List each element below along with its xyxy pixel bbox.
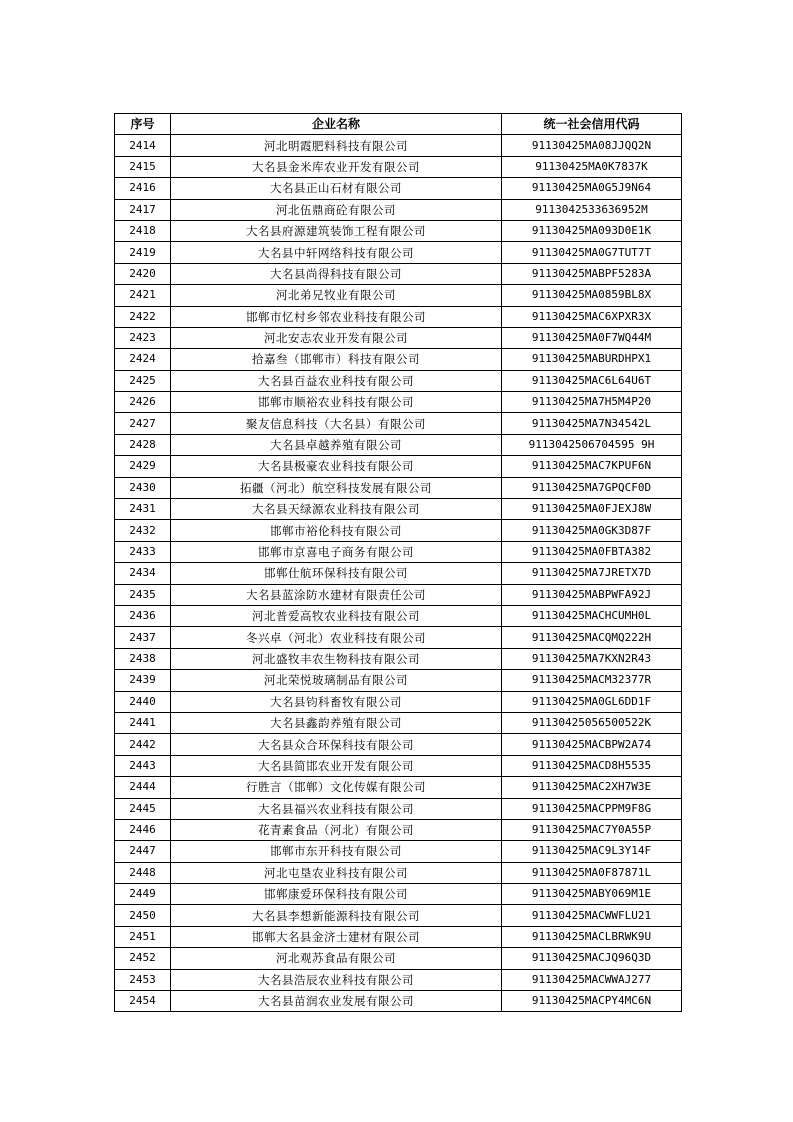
- row-credit-code: 91130425MA7GPQCF0D: [502, 477, 682, 498]
- table-row: [115, 285, 682, 306]
- row-credit-code: 91130425MABPF5283A: [502, 263, 682, 284]
- row-seq: 2452: [115, 948, 171, 969]
- row-credit-code: 91130425MACWWAJ277: [502, 969, 682, 990]
- row-seq: 2443: [115, 755, 171, 776]
- table-row: [115, 563, 682, 584]
- row-seq: 2432: [115, 520, 171, 541]
- row-credit-code: 91130425MACBPW2A74: [502, 734, 682, 755]
- row-credit-code: 91130425MA0G7TUT7T: [502, 242, 682, 263]
- row-seq: 2420: [115, 263, 171, 284]
- row-credit-code: 91130425MABURDHPX1: [502, 349, 682, 370]
- row-seq: 2427: [115, 413, 171, 434]
- table-row: [115, 691, 682, 712]
- row-company-name: 大名县府源建筑装饰工程有限公司: [171, 220, 502, 241]
- row-credit-code: 91130425MA7H5M4P20: [502, 392, 682, 413]
- row-company-name: 大名县钧科畜牧有限公司: [171, 691, 502, 712]
- table-row: [115, 605, 682, 626]
- table-row: [115, 627, 682, 648]
- row-seq: 2437: [115, 627, 171, 648]
- row-company-name: 邯郸大名县金济士建材有限公司: [171, 926, 502, 947]
- row-seq: 2434: [115, 563, 171, 584]
- table-row: [115, 798, 682, 819]
- row-credit-code: 91130425MA7N34542L: [502, 413, 682, 434]
- row-company-name: 大名县鑫韵养殖有限公司: [171, 712, 502, 733]
- row-company-name: 拓疆（河北）航空科技发展有限公司: [171, 477, 502, 498]
- row-credit-code: 91130425MA0G5J9N64: [502, 178, 682, 199]
- table-row: [115, 178, 682, 199]
- row-company-name: 大名县极豪农业科技有限公司: [171, 456, 502, 477]
- row-company-name: 邯郸市裕伦科技有限公司: [171, 520, 502, 541]
- row-seq: 2419: [115, 242, 171, 263]
- table-row: [115, 862, 682, 883]
- row-credit-code: 91130425MACPPM9F8G: [502, 798, 682, 819]
- row-seq: 2422: [115, 306, 171, 327]
- row-credit-code: 91130425MAC6XPXR3X: [502, 306, 682, 327]
- row-credit-code: 91130425MA0GL6DD1F: [502, 691, 682, 712]
- row-seq: 2431: [115, 499, 171, 520]
- row-company-name: 邯郸市忆村乡邻农业科技有限公司: [171, 306, 502, 327]
- row-seq: 2415: [115, 156, 171, 177]
- header-name: 企业名称: [171, 114, 502, 135]
- row-company-name: 河北伍鼎商砼有限公司: [171, 199, 502, 220]
- row-company-name: 邯郸仕航环保科技有限公司: [171, 563, 502, 584]
- row-company-name: 冬兴卓（河北）农业科技有限公司: [171, 627, 502, 648]
- row-credit-code: 9113042506704595 9H: [502, 434, 682, 455]
- row-company-name: 大名县蓝涂防水建材有限责任公司: [171, 584, 502, 605]
- table-row: [115, 584, 682, 605]
- table-row: [115, 648, 682, 669]
- row-seq: 2445: [115, 798, 171, 819]
- row-seq: 2435: [115, 584, 171, 605]
- row-seq: 2417: [115, 199, 171, 220]
- row-seq: 2416: [115, 178, 171, 199]
- table-row: [115, 456, 682, 477]
- table-row: [115, 349, 682, 370]
- row-credit-code: 91130425MA0GK3D87F: [502, 520, 682, 541]
- row-credit-code: 91130425MACQMQ222H: [502, 627, 682, 648]
- row-seq: 2447: [115, 841, 171, 862]
- row-company-name: 大名县简邯农业开发有限公司: [171, 755, 502, 776]
- row-company-name: 大名县众合环保科技有限公司: [171, 734, 502, 755]
- row-credit-code: 91130425MA0F87871L: [502, 862, 682, 883]
- table-row: [115, 199, 682, 220]
- table-row: [115, 242, 682, 263]
- table-row: [115, 905, 682, 926]
- table-row: [115, 263, 682, 284]
- row-company-name: 大名县尚得科技有限公司: [171, 263, 502, 284]
- row-company-name: 河北盛牧丰农生物科技有限公司: [171, 648, 502, 669]
- row-credit-code: 91130425MAC7KPUF6N: [502, 456, 682, 477]
- table-body: [115, 135, 682, 1012]
- row-credit-code: 91130425MAC9L3Y14F: [502, 841, 682, 862]
- table-row: [115, 541, 682, 562]
- row-company-name: 聚友信息科技（大名县）有限公司: [171, 413, 502, 434]
- row-company-name: 大名县福兴农业科技有限公司: [171, 798, 502, 819]
- row-company-name: 河北安志农业开发有限公司: [171, 327, 502, 348]
- row-credit-code: 91130425MA0859BL8X: [502, 285, 682, 306]
- row-credit-code: 91130425MA0FBTA382: [502, 541, 682, 562]
- row-company-name: 邯郸康爱环保科技有限公司: [171, 884, 502, 905]
- row-company-name: 邯郸市东开科技有限公司: [171, 841, 502, 862]
- row-credit-code: 91130425MAC2XH7W3E: [502, 777, 682, 798]
- row-company-name: 大名县百益农业科技有限公司: [171, 370, 502, 391]
- row-seq: 2441: [115, 712, 171, 733]
- row-company-name: 大名县正山石材有限公司: [171, 178, 502, 199]
- table-row: [115, 499, 682, 520]
- row-seq: 2439: [115, 670, 171, 691]
- table-header-row: [115, 114, 682, 135]
- row-company-name: 河北观苏食品有限公司: [171, 948, 502, 969]
- row-company-name: 邯郸市京喜电子商务有限公司: [171, 541, 502, 562]
- table-row: [115, 413, 682, 434]
- row-credit-code: 91130425MA0F7WQ44M: [502, 327, 682, 348]
- row-seq: 2425: [115, 370, 171, 391]
- table-row: [115, 969, 682, 990]
- row-seq: 2414: [115, 135, 171, 156]
- row-seq: 2454: [115, 991, 171, 1012]
- table-row: [115, 670, 682, 691]
- table-row: [115, 156, 682, 177]
- table-row: [115, 477, 682, 498]
- row-credit-code: 91130425MACLBRWK9U: [502, 926, 682, 947]
- row-seq: 2421: [115, 285, 171, 306]
- row-company-name: 大名县浩辰农业科技有限公司: [171, 969, 502, 990]
- row-seq: 2440: [115, 691, 171, 712]
- row-credit-code: 91130425MACHCUMH0L: [502, 605, 682, 626]
- row-company-name: 邯郸市顺裕农业科技有限公司: [171, 392, 502, 413]
- row-credit-code: 9113042533636952M: [502, 199, 682, 220]
- row-credit-code: 91130425MACM32377R: [502, 670, 682, 691]
- row-company-name: 拾嘉叁（邯郸市）科技有限公司: [171, 349, 502, 370]
- row-credit-code: 91130425MABPWFA92J: [502, 584, 682, 605]
- row-credit-code: 91130425MA093D0E1K: [502, 220, 682, 241]
- row-credit-code: 91130425MAC7Y0A55P: [502, 819, 682, 840]
- row-company-name: 河北明霞肥料科技有限公司: [171, 135, 502, 156]
- row-credit-code: 91130425MACWWFLU21: [502, 905, 682, 926]
- row-company-name: 河北荣悦玻璃制品有限公司: [171, 670, 502, 691]
- table-row: [115, 135, 682, 156]
- row-company-name: 河北弟兄牧业有限公司: [171, 285, 502, 306]
- row-seq: 2450: [115, 905, 171, 926]
- row-seq: 2438: [115, 648, 171, 669]
- row-credit-code: 91130425MA0K7837K: [502, 156, 682, 177]
- row-seq: 2418: [115, 220, 171, 241]
- row-seq: 2449: [115, 884, 171, 905]
- row-company-name: 河北普爱高牧农业科技有限公司: [171, 605, 502, 626]
- row-seq: 2429: [115, 456, 171, 477]
- table-row: [115, 392, 682, 413]
- header-code: 统一社会信用代码: [502, 114, 682, 135]
- row-company-name: 行胜言（邯郸）文化传媒有限公司: [171, 777, 502, 798]
- table-row: [115, 520, 682, 541]
- row-seq: 2453: [115, 969, 171, 990]
- row-company-name: 大名县李想新能源科技有限公司: [171, 905, 502, 926]
- table-row: [115, 734, 682, 755]
- row-credit-code: 91130425MA7KXN2R43: [502, 648, 682, 669]
- table-row: [115, 370, 682, 391]
- row-company-name: 大名县卓越养殖有限公司: [171, 434, 502, 455]
- table-row: [115, 306, 682, 327]
- row-seq: 2426: [115, 392, 171, 413]
- row-seq: 2448: [115, 862, 171, 883]
- table-row: [115, 884, 682, 905]
- row-credit-code: 91130425MA0FJEXJ8W: [502, 499, 682, 520]
- table-row: [115, 819, 682, 840]
- table-row: [115, 777, 682, 798]
- row-seq: 2451: [115, 926, 171, 947]
- table-row: [115, 327, 682, 348]
- row-seq: 2436: [115, 605, 171, 626]
- table-row: [115, 948, 682, 969]
- row-company-name: 大名县金米库农业开发有限公司: [171, 156, 502, 177]
- row-seq: 2433: [115, 541, 171, 562]
- header-seq: 序号: [115, 114, 171, 135]
- table-row: [115, 712, 682, 733]
- row-seq: 2446: [115, 819, 171, 840]
- row-credit-code: 91130425MACJQ96Q3D: [502, 948, 682, 969]
- row-credit-code: 91130425MAC6L64U6T: [502, 370, 682, 391]
- row-company-name: 大名县天绿源农业科技有限公司: [171, 499, 502, 520]
- table-row: [115, 434, 682, 455]
- row-credit-code: 91130425056500522K: [502, 712, 682, 733]
- row-company-name: 大名县中轩网络科技有限公司: [171, 242, 502, 263]
- row-credit-code: 91130425MACD8H5535: [502, 755, 682, 776]
- row-seq: 2444: [115, 777, 171, 798]
- table-row: [115, 755, 682, 776]
- row-company-name: 花青素食品（河北）有限公司: [171, 819, 502, 840]
- row-seq: 2430: [115, 477, 171, 498]
- row-seq: 2423: [115, 327, 171, 348]
- row-credit-code: 91130425MA7JRETX7D: [502, 563, 682, 584]
- row-credit-code: 91130425MABY069M1E: [502, 884, 682, 905]
- row-company-name: 河北屯垦农业科技有限公司: [171, 862, 502, 883]
- row-seq: 2428: [115, 434, 171, 455]
- row-credit-code: 91130425MA08JJQQ2N: [502, 135, 682, 156]
- table-row: [115, 220, 682, 241]
- table-row: [115, 841, 682, 862]
- row-company-name: 大名县苗润农业发展有限公司: [171, 991, 502, 1012]
- table-row: [115, 991, 682, 1012]
- table-row: [115, 926, 682, 947]
- enterprise-registry-table: [114, 113, 682, 1012]
- row-seq: 2442: [115, 734, 171, 755]
- row-seq: 2424: [115, 349, 171, 370]
- row-credit-code: 91130425MACPY4MC6N: [502, 991, 682, 1012]
